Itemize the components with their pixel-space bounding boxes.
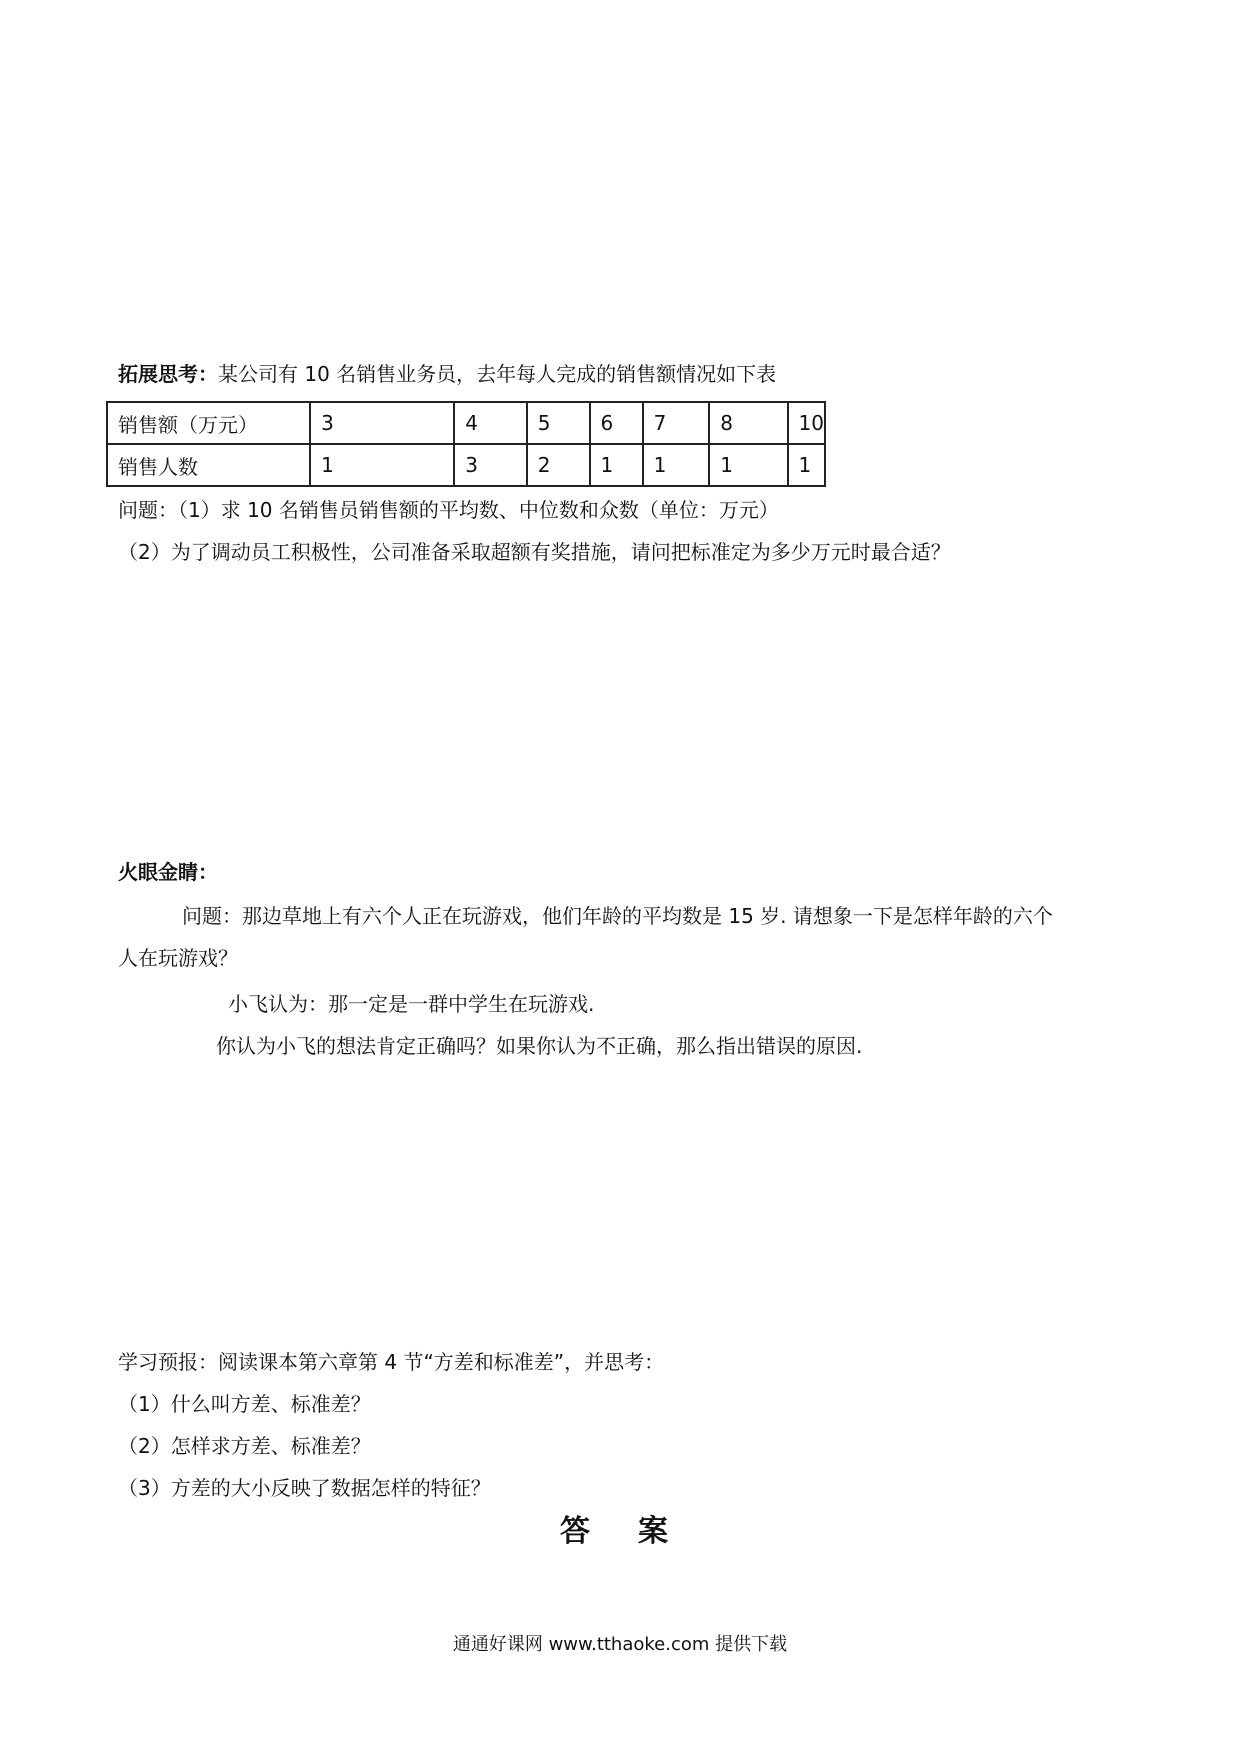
section1-intro: 某公司有 10 名销售业务员，去年每人完成的销售额情况如下表 [218,362,777,386]
section2-heading: 火眼金睛： [118,860,218,884]
table-cell: 3 [310,402,454,444]
question-2: （2）为了调动员工积极性，公司准备采取超额有奖措施，请问把标准定为多少万元时最合适？ [118,540,951,564]
section3-item-2: （2）怎样求方差、标准差？ [118,1434,371,1458]
table-cell: 1 [788,444,825,486]
table-cell: 1 [709,444,787,486]
table-cell: 7 [643,402,710,444]
table-cell: 1 [643,444,710,486]
section2-paragraph-1b: 人在玩游戏？ [118,946,238,970]
question-1: 问题：（1）求 10 名销售员销售额的平均数、中位数和众数（单位：万元） [118,498,779,522]
section3-item-1: （1）什么叫方差、标准差？ [118,1392,371,1416]
table-cell: 1 [310,444,454,486]
section1-heading: 拓展思考： [118,362,218,386]
section3-item-3: （3）方差的大小反映了数据怎样的特征？ [118,1476,491,1500]
table-cell: 销售额（万元） [107,402,310,444]
footer: 通通好课网 www.tthaoke.com 提供下载 [452,1634,788,1655]
table-row [107,402,825,444]
table-cell: 8 [709,402,787,444]
sales-table [106,401,826,487]
section3-intro: 学习预报：阅读课本第六章第 4 节“方差和标准差”，并思考： [118,1350,665,1374]
section2-paragraph-3: 你认为小飞的想法肯定正确吗？如果你认为不正确，那么指出错误的原因. [216,1034,863,1058]
table-cell: 5 [527,402,590,444]
table-cell: 10 [788,402,825,444]
table-cell: 4 [454,402,526,444]
table-cell: 2 [527,444,590,486]
answer-title: 答案 [560,1514,716,1549]
table-row [107,444,825,486]
section2-paragraph-2: 小飞认为：那一定是一群中学生在玩游戏. [228,992,595,1016]
table-cell: 6 [590,402,643,444]
table-cell: 1 [590,444,643,486]
section2-paragraph-1a: 问题：那边草地上有六个人正在玩游戏，他们年龄的平均数是 15 岁. 请想象一下是怎样年龄的六个 [182,904,1053,928]
section1-heading-line [118,360,776,388]
table-cell: 销售人数 [107,444,310,486]
table-cell: 3 [454,444,526,486]
